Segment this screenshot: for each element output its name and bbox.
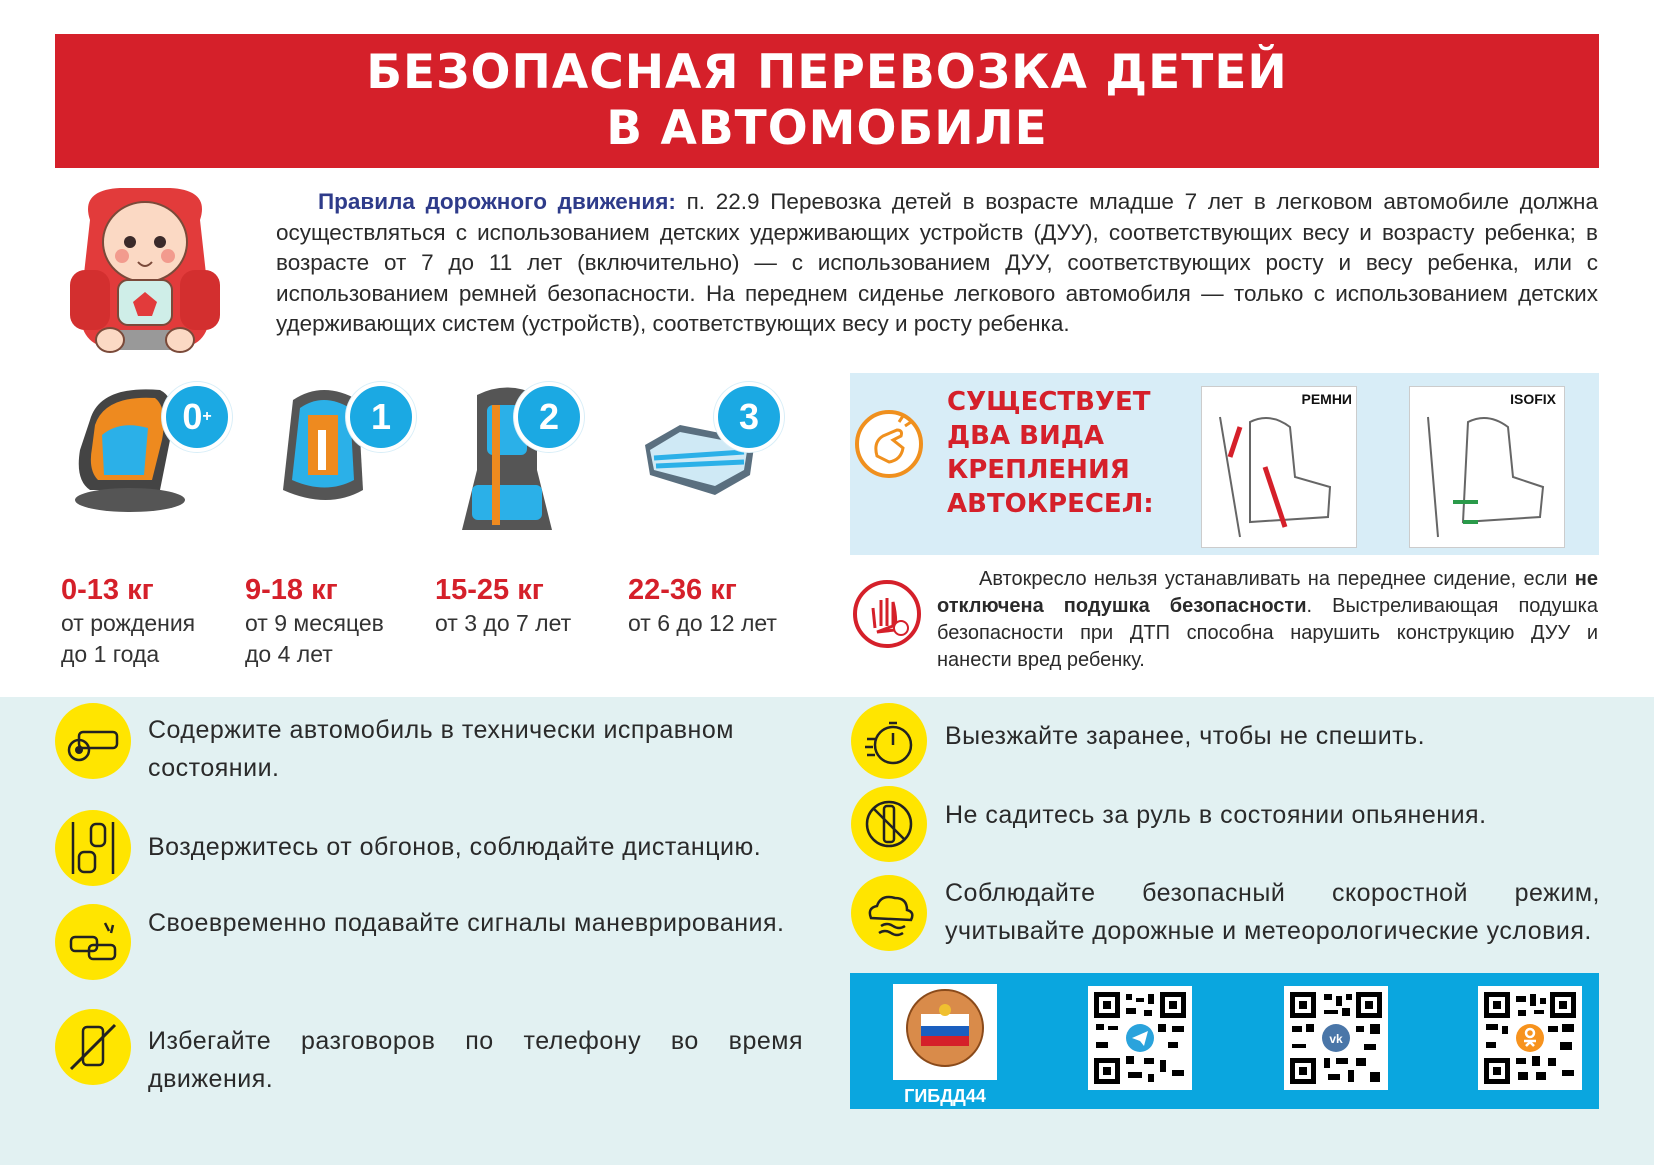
snap-fingers-icon: [853, 408, 925, 480]
svg-text:vk: vk: [1329, 1032, 1343, 1046]
tip-speed-limit: Соблюдайте безопасный скоростной режим, учитывайте дорожные и метеорологические условия.: [945, 879, 1600, 945]
title-banner: [55, 34, 1599, 168]
isofix-label: ISOFIX: [1510, 391, 1556, 407]
age-group-2-line1: от 3 до 7 лет: [435, 610, 572, 636]
no-alcohol-icon: [851, 786, 927, 862]
qr-code-vk[interactable]: [1284, 986, 1388, 1090]
baby-in-seat-illustration: [60, 180, 230, 365]
title-line-1: БЕЗОПАСНАЯ ПЕРЕВОЗКА ДЕТЕЙ: [366, 45, 1288, 100]
rules-text: п. 22.9 Перевозка детей в возрасте младше 7 лет в легковом автомобиле должна осуществляться с использованием детских удерживающих устройств (ДУУ), соответствующих весу и возрасту ребенка; в возрасте от 7 до 11 лет (включительно) — с использованием ДУУ, соответствующих росту и весу ребенка, или с использованием ремней безопасности. На переднем сиденье легкового автомобиля — только с использованием детских удерживающих систем (устройств), соответствующих весу и росту ребенка.: [276, 189, 1598, 336]
weight-group-3: 22-36 кг: [628, 574, 737, 606]
weight-group-0: 0-13 кг: [61, 574, 154, 606]
age-group-3-line1: от 6 до 12 лет: [628, 610, 777, 636]
tip-leave-early: Выезжайте заранее, чтобы не спешить.: [945, 722, 1426, 750]
weight-group-2: 15-25 кг: [435, 574, 544, 606]
no-phone-icon: [55, 1009, 131, 1085]
title-line-2: В АВТОМОБИЛЕ: [606, 101, 1048, 156]
mounting-title: СУЩЕСТВУЕТ ДВА ВИДА КРЕПЛЕНИЯ АВТОКРЕСЕЛ:: [947, 387, 1154, 519]
weight-group-1: 9-18 кг: [245, 574, 338, 606]
group-badge-2: 2: [514, 382, 584, 452]
belt-mount-card: [1201, 386, 1357, 548]
isofix-seat-illustration: [1418, 407, 1558, 542]
gibdd-logo-text: ГИБДД44: [904, 1086, 986, 1106]
tip-no-overtaking: Воздержитесь от обгонов, соблюдайте дистанцию.: [148, 833, 762, 861]
age-group-1-line2: до 4 лет: [245, 641, 333, 667]
tip-signals: Своевременно подавайте сигналы маневрирования.: [148, 909, 785, 937]
group-badge-3: 3: [714, 382, 784, 452]
tip-no-drunk-driving: Не садитесь за руль в состоянии опьянения.: [945, 801, 1487, 829]
overtake-icon: [55, 810, 131, 886]
stopwatch-icon: [851, 703, 927, 779]
age-group-0-line1: от рождения: [61, 610, 196, 636]
gibdd-emblem: [893, 984, 997, 1080]
car-gear-icon: [55, 703, 131, 779]
no-touch-hand-icon: [851, 578, 923, 650]
rules-lead: Правила дорожного движения:: [318, 189, 676, 214]
isofix-mount-card: [1409, 386, 1565, 548]
age-group-0-line2: до 1 года: [61, 641, 160, 667]
traffic-rules-paragraph: [276, 187, 1598, 340]
age-group-1-line1: от 9 месяцев: [245, 610, 384, 636]
airbag-warning-paragraph: Автокресло нельзя устанавливать на переднее сидение, если не отключена подушка безопасности. Выстреливающая подушка безопасности при ДТП способна нарушить конструкцию ДУУ и нанести вред ребенку.: [937, 568, 1598, 671]
qr-code-ok[interactable]: [1478, 986, 1582, 1090]
weather-icon: [851, 875, 927, 951]
group-badge-1: 1: [346, 382, 416, 452]
tip-car-maintenance: Содержите автомобиль в технически исправном состоянии.: [148, 716, 734, 782]
qr-code-telegram[interactable]: [1088, 986, 1192, 1090]
signal-cars-icon: [55, 904, 131, 980]
group-badge-0plus: 0 +: [162, 382, 232, 452]
tip-no-phone: Избегайте разговоров по телефону во время движения.: [148, 1027, 803, 1093]
belt-label: РЕМНИ: [1301, 391, 1352, 407]
belt-seat-illustration: [1210, 407, 1350, 542]
